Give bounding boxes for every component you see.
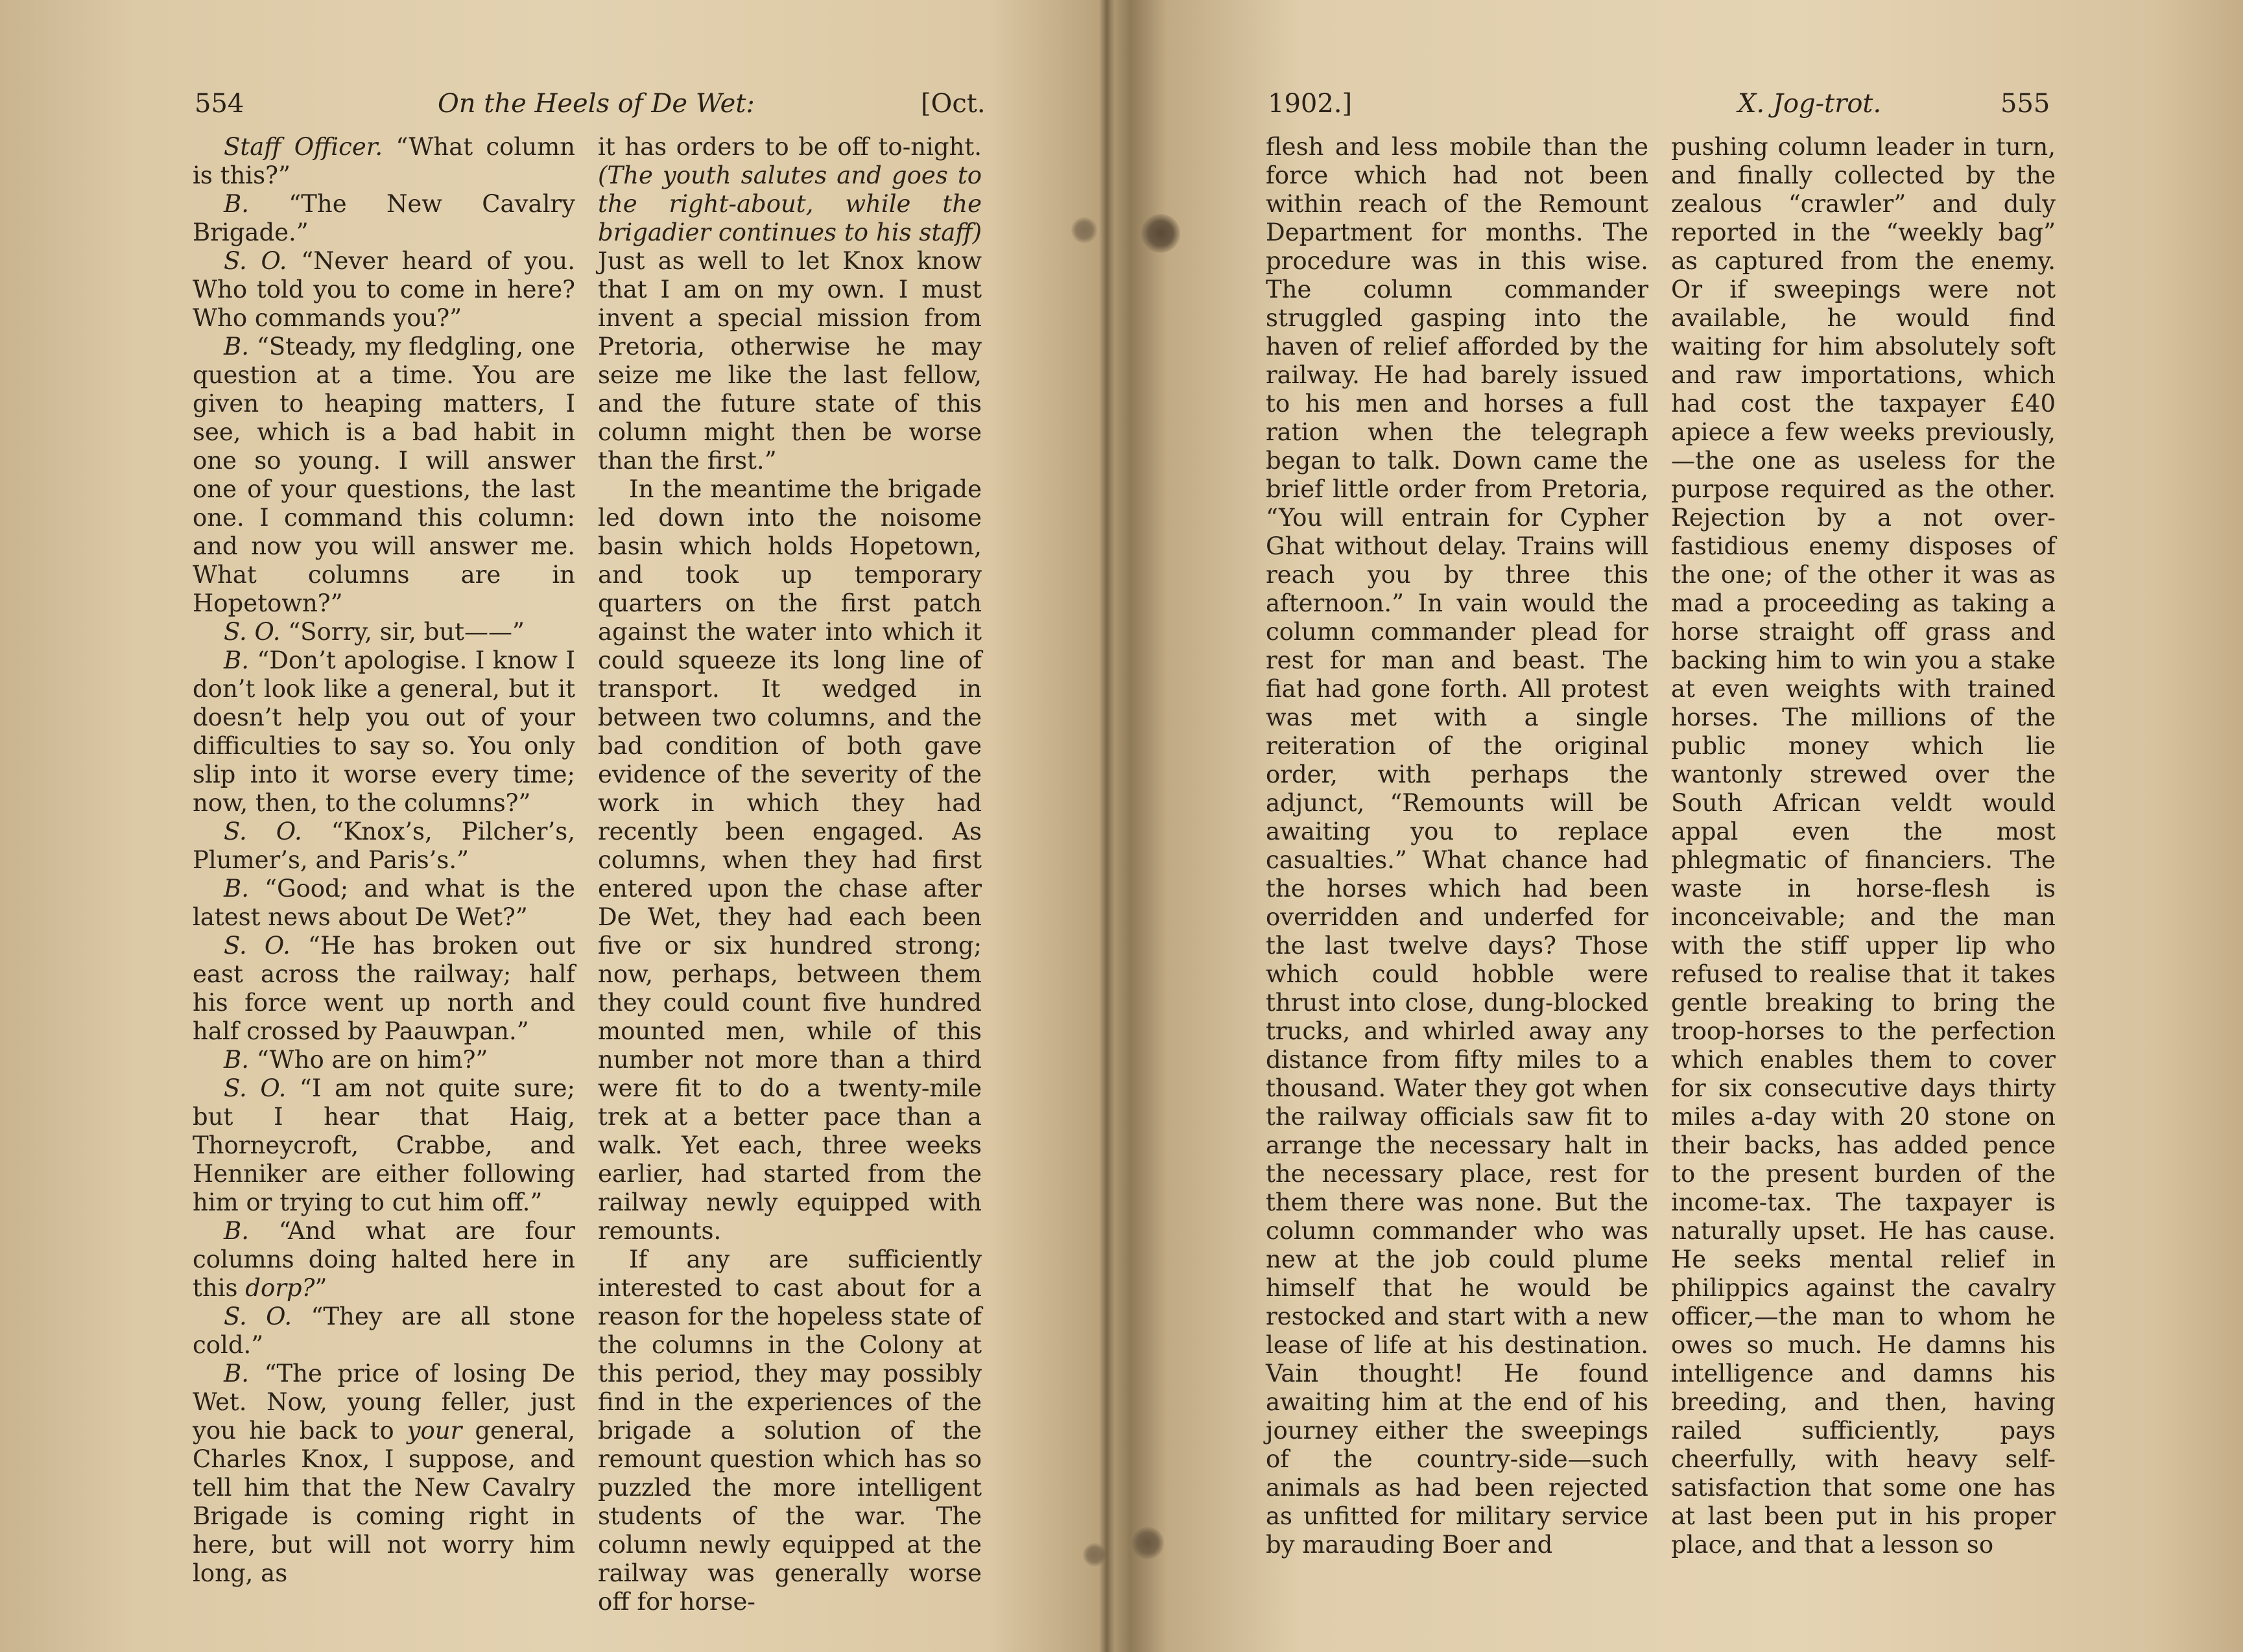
right-column-2 <box>1671 133 2056 1559</box>
dialogue-line <box>193 1074 575 1217</box>
header-date-right: 1902.] <box>1268 89 1353 119</box>
speaker-label: B. <box>224 190 249 218</box>
italic-word: dorp? <box>245 1274 315 1302</box>
dialogue-text: “They are all stone cold.” <box>193 1303 576 1359</box>
dialogue-line <box>193 190 575 247</box>
dialogue-text: “He has broken out east across the railway; half his force went up north and half crossed by Paauwpan.” <box>193 932 575 1045</box>
page-stain <box>1132 1527 1164 1559</box>
paragraph: pushing column leader in turn, and finally collected by the zealous “crawler” and duly reported in the “weekly bag” as captured from the enemy. Or if sweepings were not available, he would find waiting for him absolutely soft and raw importations, which had cost the taxpayer £40 apiece a few weeks previously,—the one as useless for the purpose required as the other. Rejection by a not over-fastidious enemy disposes of the one; of the other it was as mad a proceeding as taking a horse straight off grass and backing him to win you a stake at even weights with trained horses. The millions of the public money which lie wantonly strewed over the South African veldt would appal even the most phlegmatic of financiers. The waste in horse-flesh is inconceivable; and the man with the stiff upper lip who refused to realise that it takes gentle breaking to bring the troop-horses to the perfection which enables them to cover for six consecutive days thirty miles a-day with 20 stone on their backs, has added pence to the present burden of the income-tax. The taxpayer is naturally upset. He has cause. He seeks mental relief in philippics against the cavalry officer,—the man to whom he owes so much. He damns his intelligence and damns his breeding, and then, having railed sufficiently, pays cheerfully, with heavy self-satisfaction that some one has at last been put in his proper place, and that a lesson so <box>1671 133 2056 1559</box>
speaker-label: S. O. <box>224 618 281 646</box>
page-number-left: 554 <box>195 89 244 119</box>
dialogue-text: “And what are four columns doing halted here in this <box>193 1217 575 1302</box>
dialogue-line <box>193 247 575 333</box>
speaker-label: B. <box>224 1046 249 1074</box>
dialogue-line <box>193 618 575 646</box>
dialogue-text: “The price of losing De Wet. Now, young feller, just you hie back to <box>193 1360 575 1445</box>
dialogue-line <box>193 932 575 1046</box>
dialogue-line <box>193 1217 575 1303</box>
dialogue-line <box>193 1360 575 1588</box>
right-page <box>1115 0 2243 1652</box>
speaker-label: B. <box>224 333 249 360</box>
speaker-label: Staff Officer. <box>224 133 383 161</box>
paragraph-text: it has orders to be off to-night. <box>598 133 982 161</box>
page-number-right: 555 <box>2000 89 2050 119</box>
dialogue-text: “Good; and what is the latest news about De Wet?” <box>193 875 575 931</box>
page-stain <box>1083 1543 1106 1566</box>
speaker-label: S. O. <box>224 247 287 275</box>
italic-word: your <box>407 1417 462 1445</box>
dialogue-text: “Knox’s, Pilcher’s, Plumer’s, and Paris’s.” <box>193 818 575 874</box>
dialogue-line <box>193 1303 575 1360</box>
speaker-label: B. <box>224 646 249 674</box>
dialogue-text: “Steady, my fledgling, one question at a time. You are given to heaping matters, I see, which is a bad habit in one so young. I will answer one of your questions, the last one. I command this column: and now you will answer me. What columns are in Hopetown?” <box>193 333 575 617</box>
speaker-label: S. O. <box>224 1074 287 1102</box>
speaker-label: B. <box>224 875 249 903</box>
left-column-1 <box>193 133 575 1588</box>
running-title-left: On the Heels of De Wet: <box>438 89 755 119</box>
left-column-2 <box>598 133 982 1616</box>
speaker-label: B. <box>224 1217 249 1245</box>
running-title-right: X. Jog-trot. <box>1738 89 1882 119</box>
header-date-left: [Oct. <box>921 89 986 119</box>
stage-direction: (The youth salutes and goes to the right-about, while the brigadier continues to his staff) <box>598 161 982 246</box>
speaker-label: B. <box>224 1360 249 1387</box>
dialogue-line <box>193 133 575 190</box>
left-page <box>0 0 1102 1652</box>
dialogue-text: “I am not quite sure; but I hear that Haig, Thorneycroft, Crabbe, and Henniker are either following him or trying to cut him off.” <box>193 1074 575 1216</box>
paragraph: In the meantime the brigade led down into the noisome basin which holds Hopetown, and took up temporary quarters on the first patch against the water into which it could squeeze its long line of transport. It wedged in between two columns, and the bad condition of both gave evidence of the severity of the work in which they had recently been engaged. As columns, when they had first entered upon the chase after De Wet, they had each been five or six hundred strong; now, perhaps, between them they could count five hundred mounted men, while of this number not more than a third were fit to do a twenty-mile trek at a better pace than a walk. Yet each, three weeks earlier, had started from the railway newly equipped with remounts. <box>598 475 982 1245</box>
right-column-1 <box>1266 133 1648 1559</box>
paragraph: If any are sufficiently interested to cast about for a reason for the hopeless state of the columns in the Colony at this period, they may possibly find in the experiences of the brigade a solution of the remount question which has so puzzled the more intelligent students of the war. The column newly equipped at the railway was generally worse off for horse- <box>598 1245 982 1616</box>
dialogue-text: “What column is this?” <box>193 133 575 189</box>
dialogue-text: ” <box>314 1274 327 1302</box>
speaker-label: S. O. <box>224 818 302 845</box>
dialogue-line <box>193 1046 575 1074</box>
paragraph-text: Just as well to let Knox know that I am on my own. I must invent a special mission from Pretoria, otherwise he may seize me like the last fellow, and the future state of this column might then be worse than the first.” <box>598 247 982 475</box>
dialogue-text: “Who are on him?” <box>248 1046 488 1074</box>
dialogue-text: “Never heard of you. Who told you to come in here? Who commands you?” <box>193 247 575 332</box>
right-page-header <box>1268 84 2072 123</box>
dialogue-text: “The New Cavalry Brigade.” <box>193 190 575 246</box>
dialogue-line <box>193 646 575 818</box>
left-page-header <box>195 84 986 123</box>
dialogue-line <box>193 875 575 932</box>
paragraph <box>598 133 982 475</box>
page-stain <box>1071 217 1097 243</box>
speaker-label: S. O. <box>224 1303 292 1330</box>
speaker-label: S. O. <box>224 932 291 960</box>
dialogue-line <box>193 818 575 875</box>
dialogue-text: general, Charles Knox, I suppose, and tell him that the New Cavalry Brigade is coming right in here, but will not worry him long, as <box>193 1417 575 1587</box>
dialogue-line <box>193 333 575 618</box>
paragraph: flesh and less mobile than the force which had not been within reach of the Remount Department for months. The procedure was in this wise. The column commander struggled gasping into the haven of relief afforded by the railway. He had barely issued to his men and horses a full ration when the telegraph began to talk. Down came the brief little order from Pretoria, “You will entrain for Cypher Ghat without delay. Trains will reach you by three this afternoon.” In vain would the column commander plead for rest for man and beast. The fiat had gone forth. All protest was met with a single reiteration of the original order, with perhaps the adjunct, “Remounts will be awaiting you to replace casualties.” What chance had the horses which had been overridden and underfed for the last twelve days? Those which could hobble were thrust into close, dung-blocked trucks, and whirled away any distance from fifty miles to a thousand. Water they got when the railway officials saw fit to arrange the necessary halt in the necessary place, rest for them there was none. But the column commander who was new at the job could plume himself that he would be restocked and start with a new lease of life at his destination. Vain thought! He found awaiting him at the end of his journey either the sweepings of the country-side—such animals as had been rejected as unfitted for military service by marauding Boer and <box>1266 133 1648 1559</box>
page-stain <box>1141 214 1180 253</box>
dialogue-text: “Don’t apologise. I know I don’t look like a general, but it doesn’t help you out of your difficulties to say so. You only slip into it worse every time; now, then, to the columns?” <box>193 646 575 817</box>
dialogue-text: “Sorry, sir, but——” <box>280 618 525 646</box>
